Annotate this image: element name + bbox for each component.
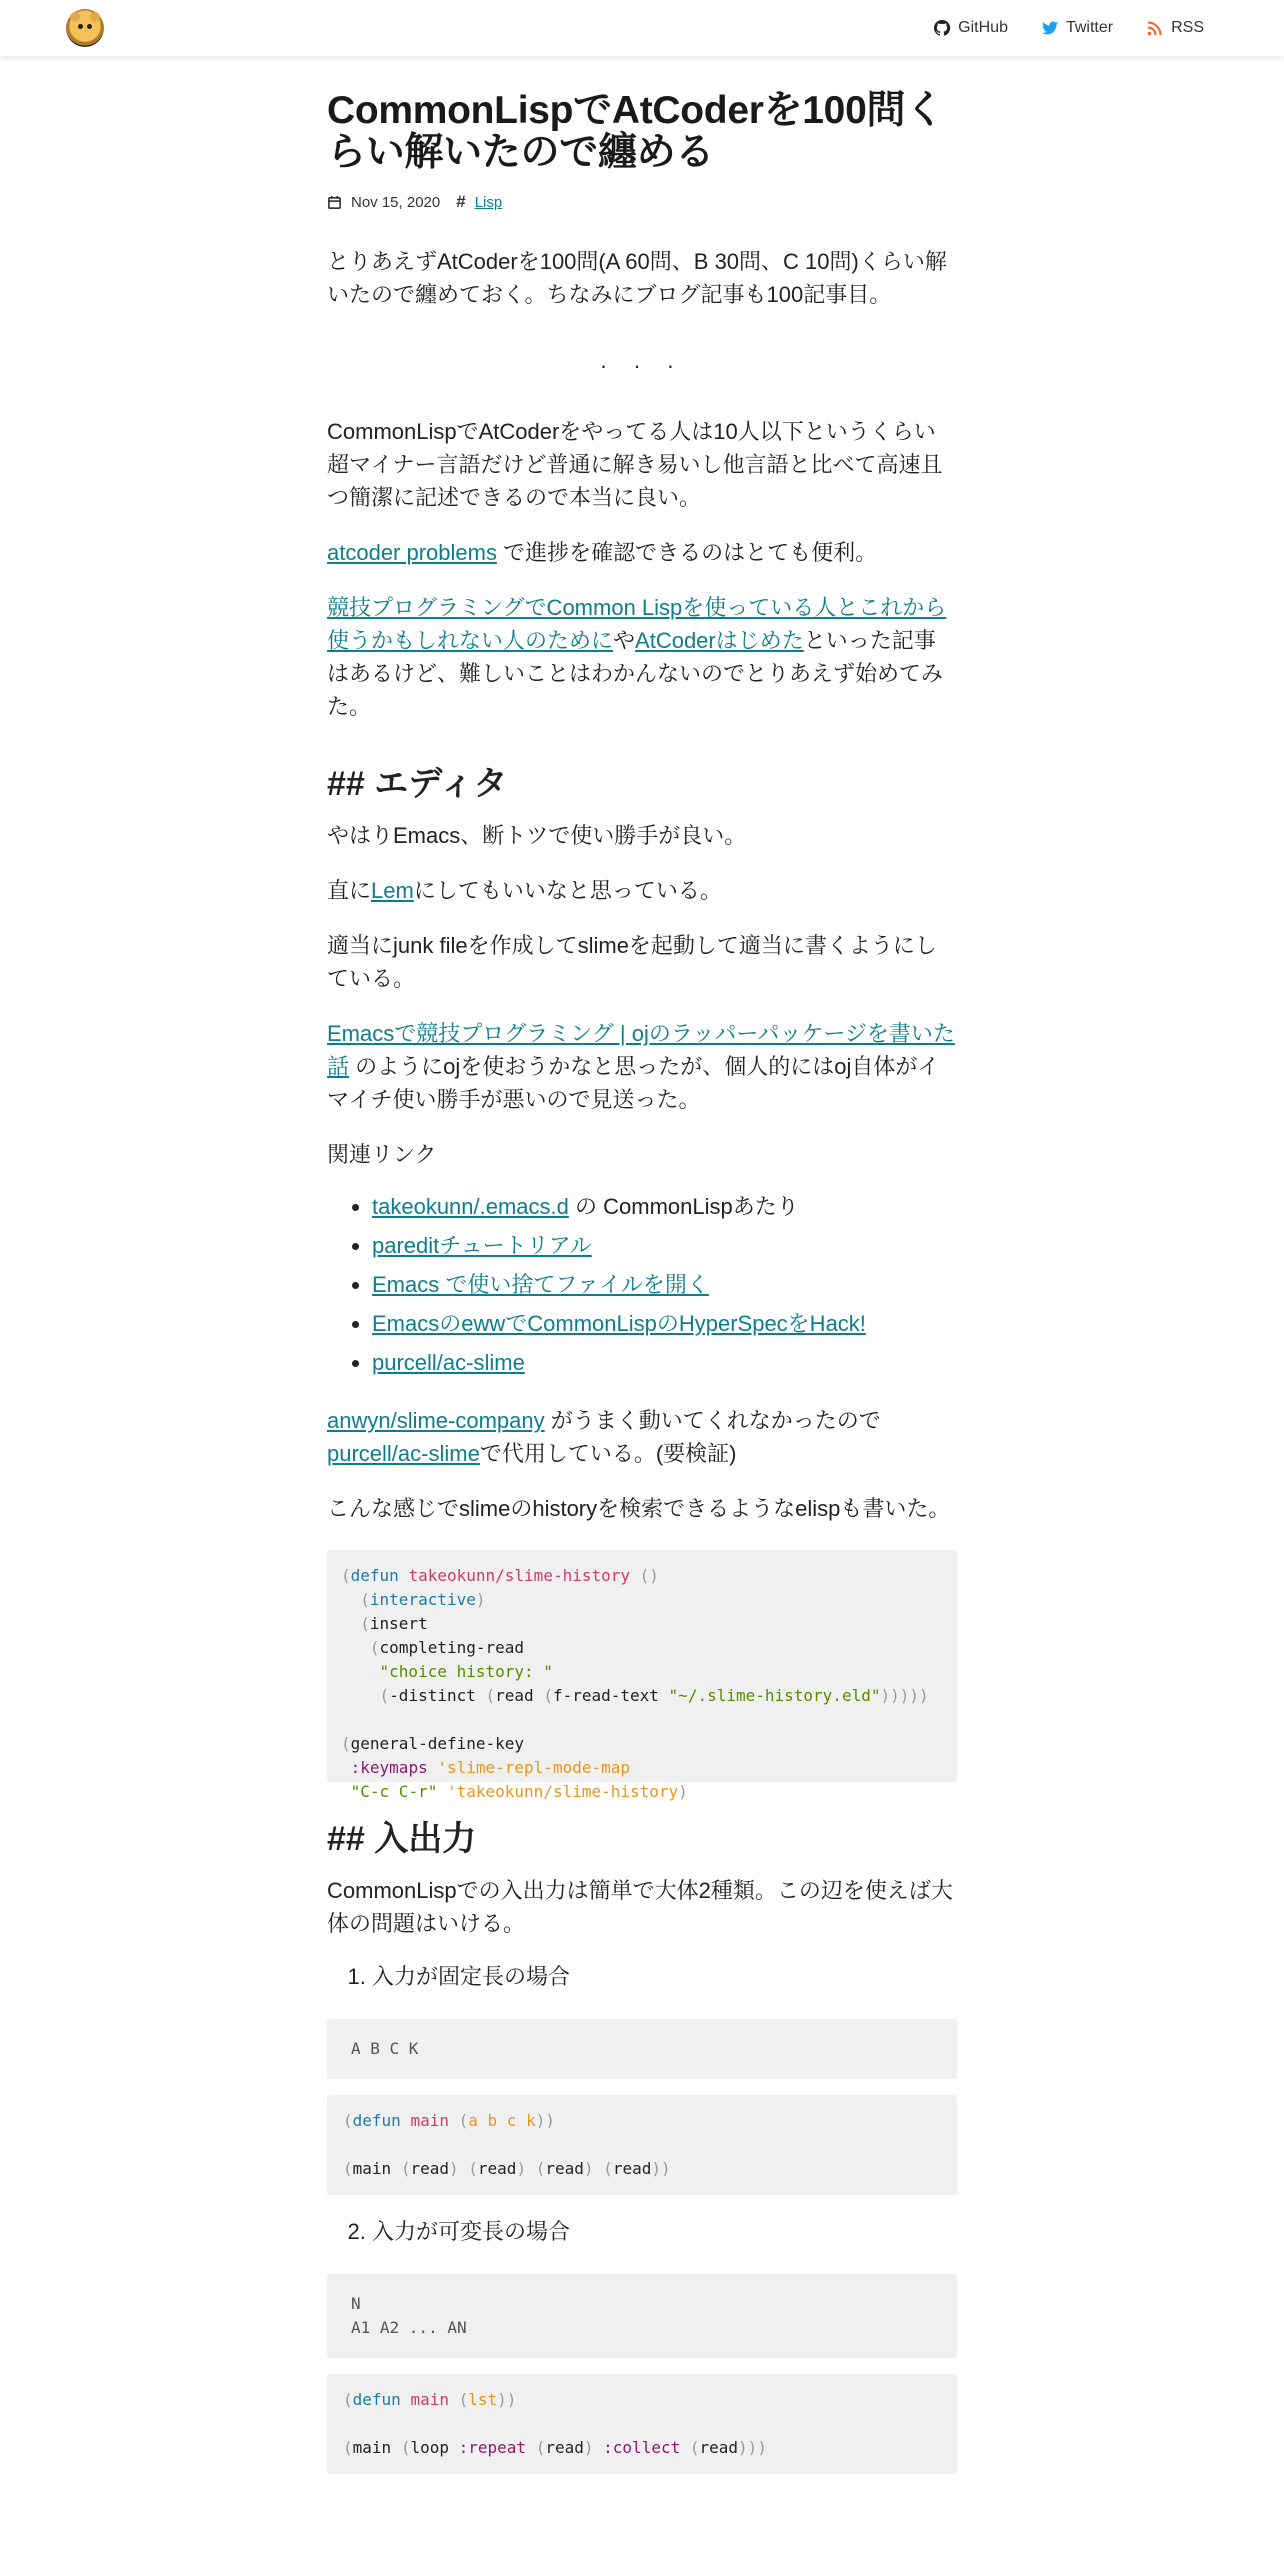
nav-rss-label: RSS [1171,19,1204,36]
code-block-main-fixed: (defun main (a b c k)) (main (read) (read) (read) (read)) [327,2095,957,2195]
link-eww-hyperspec[interactable]: EmacsのewwでCommonLispのHyperSpecをHack! [372,1311,866,1336]
calendar-icon [327,195,342,210]
link-lem[interactable]: Lem [371,878,414,903]
link-ac-slime[interactable]: purcell/ac-slime [372,1350,525,1375]
paragraph-overview: CommonLispでAtCoderをやってる人は10人以下というくらい超マイナー言語だけど普通に解き易いし他言語と比べて高速且つ簡潔に記述できるので本当に良い。 [327,419,943,510]
link-atcoder-problems[interactable]: atcoder problems [327,540,497,565]
related-0-text: の CommonLispあたり [568,1194,799,1219]
p3-mid: や [613,628,636,653]
post-date: Nov 15, 2020 [351,193,441,211]
link-emacs-oj[interactable]: Emacsで競技プログラミング | ojのラッパーパッケージを書いた話 [327,1021,955,1079]
lem-pre: 直に [327,878,372,903]
nav-twitter-label: Twitter [1065,19,1114,36]
list-item [372,1343,957,1382]
p3-text: といった記事はあるけど、難しいことはわかんないのでとりあえず始めてみた。 [327,628,944,719]
company-text1: がうまく動いてくれなかったので [544,1408,881,1433]
hash-icon: # [456,192,466,211]
related-links-list [327,1187,957,1382]
paragraph-atcoder-problems [327,536,957,569]
heading-io: ## 入出力 [327,1820,477,1858]
nav-github-label: GitHub [958,19,1008,36]
list-item [372,1304,957,1343]
link-paredit[interactable]: pareditチュートリアル [372,1233,592,1258]
link-atcoder-hajimeta[interactable]: AtCoderはじめた [635,628,804,653]
list-item: 2. 入力が可変長の場合 [372,2215,957,2248]
io-input-line-2: A1 A2 ... AN [351,2318,467,2337]
p2-text: で進捗を確認できるのはとても便利。 [496,540,878,565]
related-links-label: 関連リンク [327,1142,437,1167]
link-emacs-d[interactable]: takeokunn/.emacs.d [372,1194,569,1219]
nav-rss[interactable] [1147,19,1204,37]
io-case-list-1 [327,1960,957,1993]
page-title: CommonLispでAtCoderを100問くらい解いたので纏める [327,89,944,174]
intro-paragraph: とりあえずAtCoderを100問(A 60問、B 30問、C 10問)くらい解いたので纏めておく。ちなみにブログ記事も100記事目。 [327,249,947,307]
io-input-variable [327,2274,957,2358]
link-slime-company[interactable]: anwyn/slime-company [327,1408,545,1433]
post-tag-link[interactable]: Lisp [474,193,503,211]
paragraph-slime-company [327,1404,957,1470]
link-competitive-lisp[interactable]: 競技プログラミングでCommon Lispを使っている人とこれから使うかもしれない人のために [327,595,947,653]
link-emacs-junk[interactable]: Emacs で使い捨てファイルを開く [372,1272,709,1297]
code-block-main-variable: (defun main (lst)) (main (loop :repeat (read) :collect (read))) [327,2374,957,2474]
paragraph-editor-junk: 適当にjunk fileを作成してslimeを起動して適当に書くようにしている。 [327,933,937,991]
post-meta [327,192,957,212]
list-item [372,1265,957,1304]
oj-text: のようにojを使おうかなと思ったが、個人的にはoj自体がイマイチ使い勝手が悪いので見送った。 [327,1054,940,1112]
paragraph-history: こんな感じでslimeのhistoryを検索できるようなelispも書いた。 [327,1496,951,1521]
io-input-fixed: A B C K [327,2019,957,2079]
article [327,90,957,2474]
rss-icon [1147,20,1163,36]
section-divider: · · · [599,353,685,378]
list-item [372,1187,957,1226]
paragraph-editor-emacs: やはりEmacs、断トツで使い勝手が良い。 [327,823,747,848]
header-nav [934,0,1204,56]
lem-post: にしてもいいなと思っている。 [413,878,722,903]
paragraph-editor-oj [327,1017,957,1116]
paragraph-editor-lem [327,874,957,907]
io-case-list-2 [327,2215,957,2248]
company-text2: で代用している。(要検証) [479,1441,737,1466]
list-item [372,1226,957,1265]
twitter-icon [1042,20,1058,36]
paragraph-io: CommonLispでの入出力は簡単で大体2種類。この辺を使えば大体の問題はいける。 [327,1878,953,1936]
avatar[interactable] [66,9,104,47]
github-icon [934,20,950,36]
paragraph-references [327,591,957,723]
nav-twitter[interactable] [1042,19,1113,37]
code-block-slime-history: (defun takeokunn/slime-history () (interactive) (insert (completing-read "choice history: " (-distinct (read (f-read-text "~/.slime-history.eld"))))) (general-define-key :keymaps 'slime-repl-mode-map "C-c C-r" 'takeokunn/slime-history) [327,1550,957,1782]
io-input-line-1: N [351,2294,361,2313]
nav-github[interactable] [934,19,1008,37]
site-header [0,0,1284,56]
list-item: 1. 入力が固定長の場合 [372,1960,957,1993]
link-ac-slime-2[interactable]: purcell/ac-slime [327,1441,480,1466]
heading-editor: ## エディタ [327,765,508,803]
